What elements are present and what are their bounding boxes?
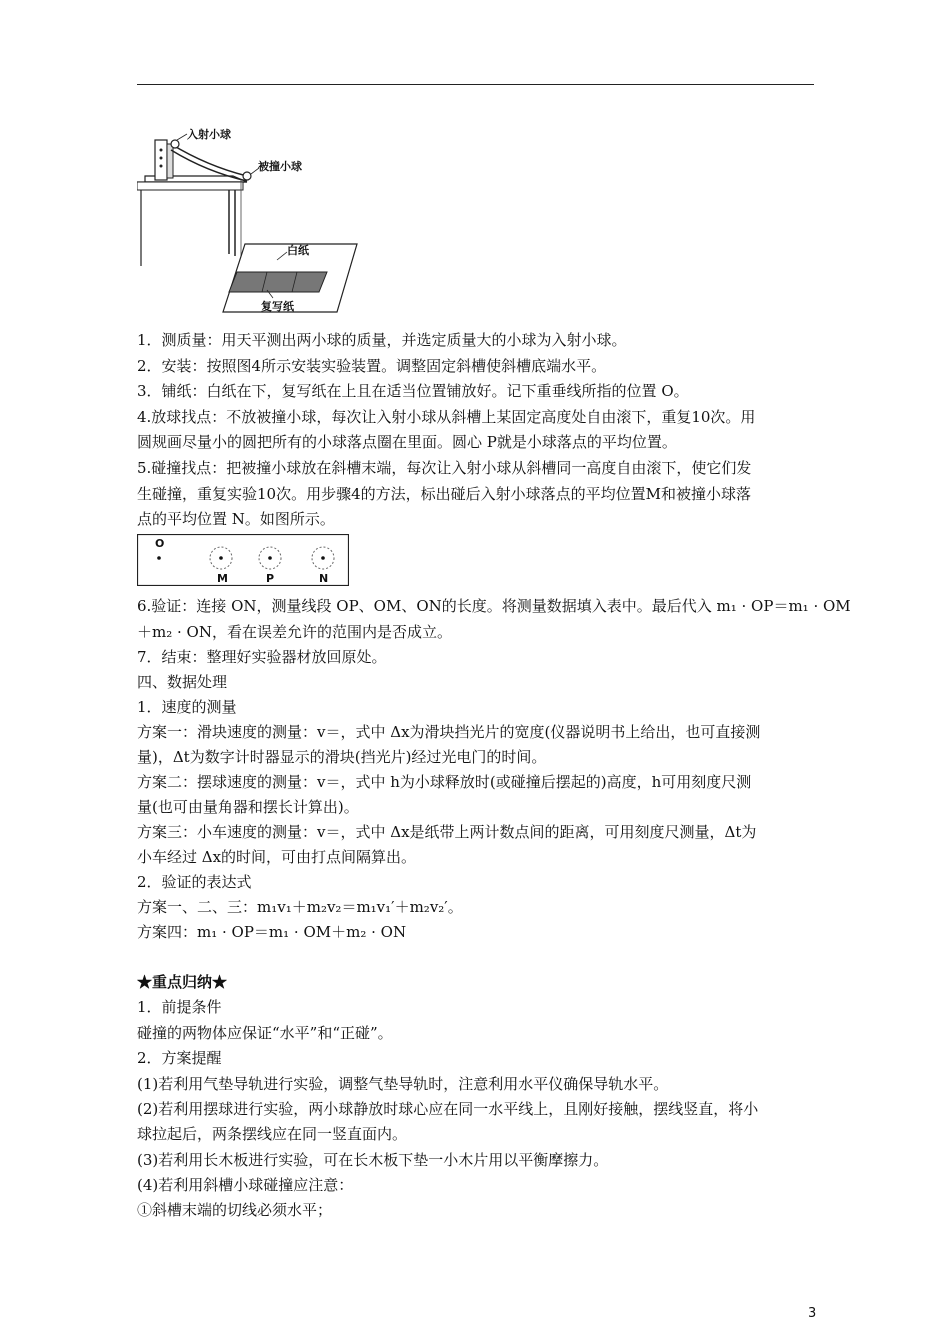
text-line: (2)若利用摆球进行实验，两小球静放时球心应在同一水平线上，且刚好接触，摆线竖直，将小	[137, 1100, 759, 1118]
label-p: P	[266, 572, 275, 585]
text-line: ＋m₂ · ON，看在误差允许的范围内是否成立。	[137, 623, 452, 641]
label-carbon-paper: 复写纸	[261, 300, 294, 313]
label-white-paper: 白纸	[287, 244, 309, 257]
text-line: 5.碰撞找点：把被撞小球放在斜槽末端，每次让入射小球从斜槽同一高度自由滚下，使它们发	[137, 459, 752, 477]
subsection-heading: 2．验证的表达式	[137, 873, 252, 891]
text-line: ①斜槽末端的切线必须水平；	[137, 1201, 333, 1219]
subsection-heading: 2．方案提醒	[137, 1049, 222, 1067]
text-line: (3)若利用长木板进行实验，可在长木板下垫一小木片用以平衡摩擦力。	[137, 1151, 609, 1169]
text-line: 7．结束：整理好实验器材放回原处。	[137, 648, 387, 666]
subsection-heading: 1．速度的测量	[137, 698, 237, 716]
text-line: 生碰撞，重复实验10次。用步骤4的方法，标出碰后入射小球落点的平均位置M和被撞小球落	[137, 485, 751, 503]
text-line: 点的平均位置 N。如图所示。	[137, 510, 335, 528]
landing-points-figure	[137, 534, 349, 586]
text-line: 2．安装：按照图4所示安装实验装置。调整固定斜槽使斜槽底端水平。	[137, 357, 607, 375]
label-target-ball: 被撞小球	[258, 160, 302, 173]
apparatus-figure	[137, 126, 359, 318]
formula-line: 方案一、二、三：m₁v₁＋m₂v₂＝m₁v₁′＋m₂v₂′。	[137, 898, 463, 916]
label-n: N	[319, 572, 329, 585]
section-heading: 四、数据处理	[137, 673, 228, 691]
text-line: (4)若利用斜槽小球碰撞应注意：	[137, 1176, 354, 1194]
text-line: 量(也可由量角器和摆长计算出)。	[137, 798, 359, 816]
label-incident-ball: 入射小球	[187, 128, 231, 141]
text-line: 6.验证：连接 ON，测量线段 OP、OM、ON的长度。将测量数据填入表中。最后代入 m₁ · OP＝m₁ · OM	[137, 597, 851, 615]
formula-line: 方案四：m₁ · OP＝m₁ · OM＋m₂ · ON	[137, 923, 407, 941]
text-line: 方案一：滑块速度的测量：v＝，式中 Δx为滑块挡光片的宽度(仪器说明书上给出，也可直接测	[137, 723, 761, 741]
text-line: 圆规画尽量小的圆把所有的小球落点圈在里面。圆心 P就是小球落点的平均位置。	[137, 433, 677, 451]
text-line: 量)，Δt为数字计时器显示的滑块(挡光片)经过光电门的时间。	[137, 748, 547, 766]
text-line: 小车经过 Δx的时间，可由打点间隔算出。	[137, 848, 417, 866]
header-rule	[137, 84, 814, 85]
page-number: 3	[808, 1306, 817, 1321]
text-line: 4.放球找点：不放被撞小球，每次让入射小球从斜槽上某固定高度处自由滚下，重复10次。用	[137, 408, 756, 426]
label-o: O	[155, 537, 165, 550]
text-line: 碰撞的两物体应保证“水平”和“正碰”。	[137, 1024, 393, 1042]
text-line: 方案三：小车速度的测量：v＝，式中 Δx是纸带上两计数点间的距离，可用刻度尺测量，Δt为	[137, 823, 757, 841]
label-m: M	[217, 572, 228, 585]
key-points-heading: ★重点归纳★	[137, 973, 228, 991]
text-line: (1)若利用气垫导轨进行实验，调整气垫导轨时，注意利用水平仪确保导轨水平。	[137, 1075, 669, 1093]
subsection-heading: 1．前提条件	[137, 998, 222, 1016]
text-line: 方案二：摆球速度的测量：v＝，式中 h为小球释放时(或碰撞后摆起的)高度，h可用刻度尺测	[137, 773, 752, 791]
text-line: 3．铺纸：白纸在下，复写纸在上且在适当位置铺放好。记下重垂线所指的位置 O。	[137, 382, 689, 400]
text-line: 球拉起后，两条摆线应在同一竖直面内。	[137, 1125, 408, 1143]
text-line: 1．测质量：用天平测出两小球的质量，并选定质量大的小球为入射小球。	[137, 331, 627, 349]
